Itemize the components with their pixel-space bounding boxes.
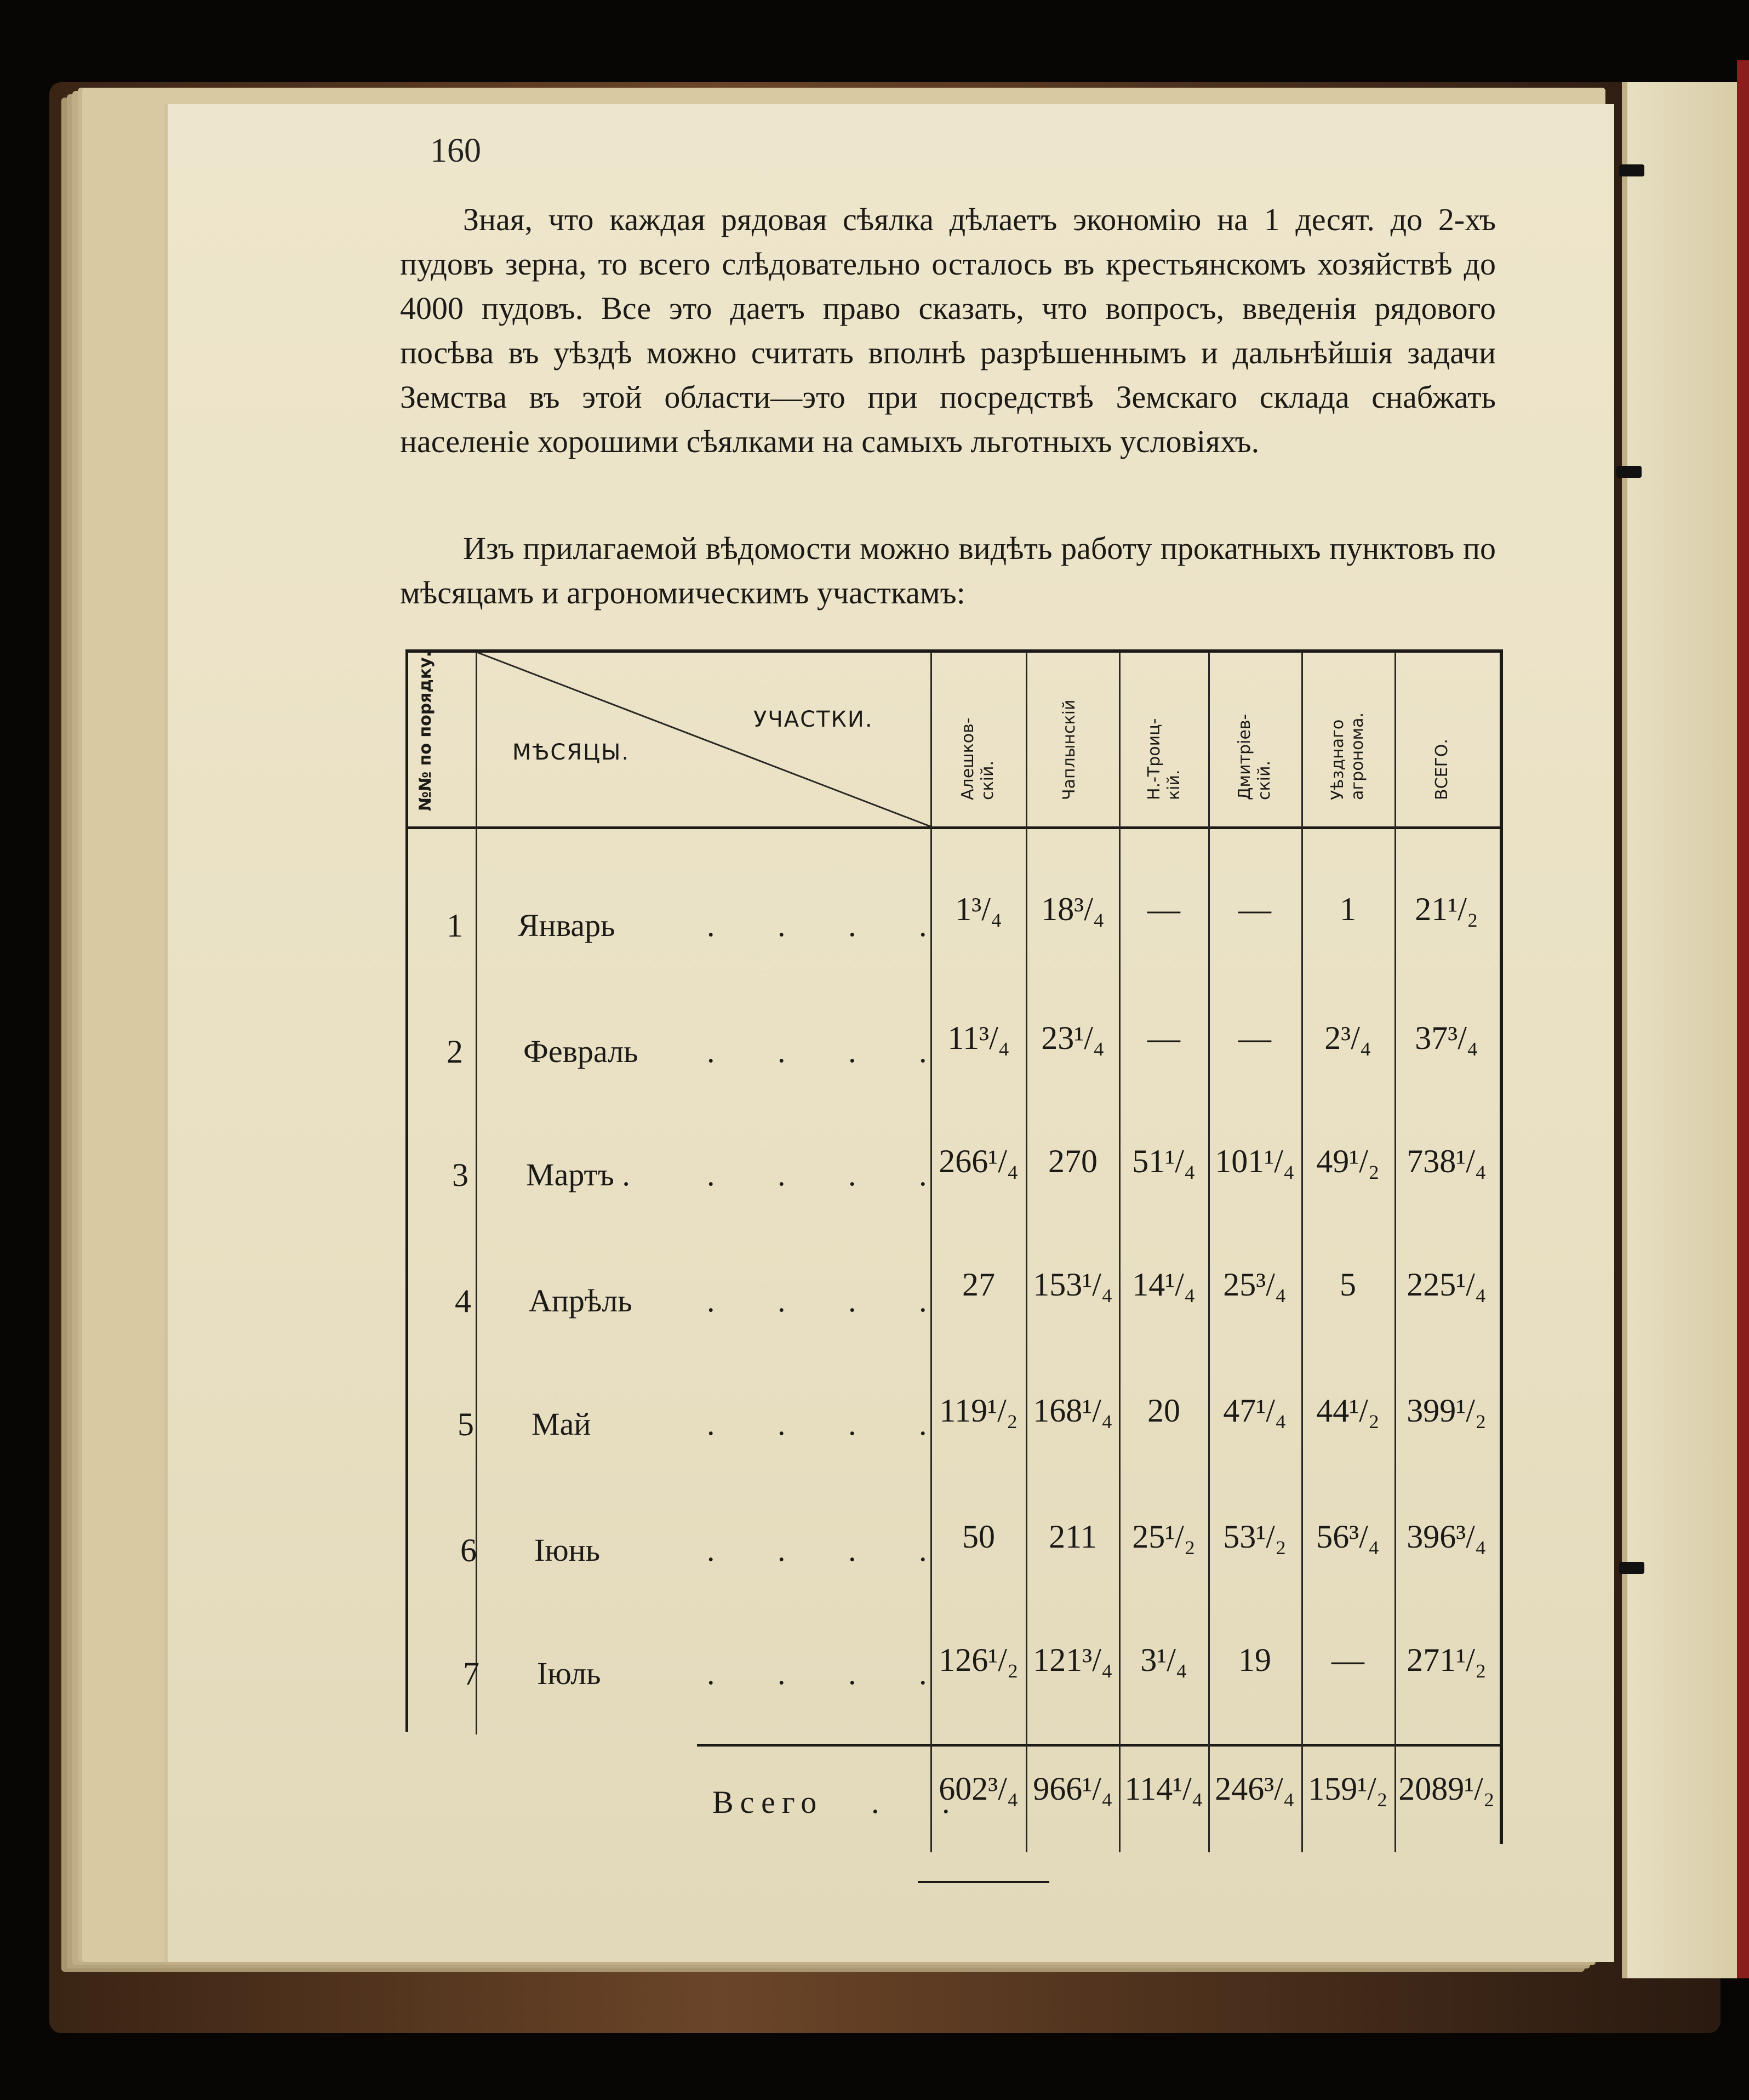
cell-ntroitsk: 3¹/₄ (1140, 1642, 1187, 1678)
header-col-agronom-line2: агронома. (1348, 712, 1367, 800)
total-label: Всего (712, 1784, 824, 1820)
header-months-label: МѢСЯЦЫ. (512, 740, 630, 765)
header-col-agronom-line1: Уѣзднаго (1328, 719, 1347, 800)
closing-rule (918, 1881, 1049, 1883)
cell-chaplynka: 153¹/₄ (1033, 1266, 1113, 1303)
page-clip (1619, 1562, 1644, 1574)
cell-agronom: 44¹/₂ (1316, 1393, 1380, 1429)
cell-agronom: 49¹/₂ (1316, 1143, 1380, 1179)
cell-ntroitsk: 25¹/₂ (1132, 1519, 1196, 1555)
row-number: 3 (452, 1157, 468, 1193)
right-page-edge (1622, 82, 1749, 1978)
cell-total: 225¹/₄ (1407, 1266, 1487, 1303)
cell-total: 21¹/₂ (1415, 891, 1478, 927)
col-divider (1394, 652, 1396, 1852)
cell-aleshki: 27 (962, 1266, 995, 1303)
row-number: 4 (455, 1283, 471, 1319)
row-month: Апрѣль (529, 1283, 632, 1319)
cell-total: 271¹/₂ (1407, 1642, 1487, 1678)
book-edge-red (1737, 60, 1749, 1978)
page-clip (1619, 164, 1644, 176)
paragraph-2: Изъ прилагаемой вѣдомости можно видѣть работу прокатныхъ пунктовъ по мѣсяцамъ и агрономическимъ участкамъ: (400, 530, 1496, 610)
cell-chaplynka: 168¹/₄ (1033, 1393, 1113, 1429)
row-dots: . . . . (707, 1406, 954, 1442)
row-month: Февраль (523, 1034, 638, 1069)
cell-agronom: 56³/₄ (1316, 1519, 1380, 1555)
row-dots: . . . . (707, 1157, 954, 1192)
cell-dmitrievka: 47¹/₄ (1223, 1393, 1287, 1429)
cell-aleshki: 266¹/₄ (939, 1143, 1019, 1179)
row-dots: . . . . (707, 1283, 954, 1319)
total-ntroitsk: 114¹/₄ (1124, 1771, 1203, 1807)
cell-chaplynka: 23¹/₄ (1041, 1020, 1105, 1056)
total-chaplynka: 966¹/₄ (1033, 1771, 1113, 1807)
total-dots: . . (871, 1784, 978, 1820)
header-col-dmitrievka-line1: Дмитріев- (1235, 714, 1254, 800)
row-month: Январь (518, 908, 615, 943)
total-agronom: 159¹/₂ (1308, 1771, 1388, 1807)
row-number: 7 (463, 1656, 479, 1692)
cell-total: 37³/₄ (1415, 1020, 1478, 1056)
cell-ntroitsk: — (1147, 1020, 1180, 1056)
total-rule (697, 1744, 1502, 1747)
total-dmitrievka: 246³/₄ (1215, 1771, 1295, 1807)
cell-chaplynka: 211 (1049, 1519, 1097, 1555)
cell-ntroitsk: 20 (1147, 1393, 1180, 1429)
cell-aleshki: 50 (962, 1519, 995, 1555)
header-col-total: ВСЕГО. (1432, 739, 1451, 800)
cell-aleshki: 1³/₄ (955, 891, 1002, 927)
row-dots: . . . . (707, 1034, 954, 1069)
cell-agronom: 1 (1340, 891, 1356, 927)
row-number: 1 (447, 908, 463, 944)
cell-chaplynka: 121³/₄ (1033, 1642, 1113, 1678)
header-col-aleshki-line1: Алешков- (958, 717, 978, 800)
total-total: 2089¹/₂ (1398, 1771, 1495, 1807)
row-number: 2 (447, 1034, 463, 1070)
row-dots: . . . . (707, 908, 954, 943)
row-month: Іюнь (534, 1532, 601, 1568)
cell-aleshki: 126¹/₂ (939, 1642, 1019, 1678)
row-number: 6 (460, 1532, 477, 1568)
cell-ntroitsk: 51¹/₄ (1132, 1143, 1196, 1179)
cell-dmitrievka: 25³/₄ (1223, 1266, 1287, 1303)
cell-ntroitsk: — (1147, 891, 1180, 927)
cell-dmitrievka: 53¹/₂ (1223, 1519, 1287, 1555)
header-col-aleshki-line2: скій. (978, 761, 997, 800)
cell-dmitrievka: 19 (1238, 1642, 1271, 1678)
cell-dmitrievka: 101¹/₄ (1215, 1143, 1295, 1179)
header-col-dmitrievka-line2: скій. (1255, 761, 1274, 800)
cell-agronom: 2³/₄ (1324, 1020, 1371, 1056)
row-month: Мартъ . (526, 1157, 630, 1192)
header-number-column: №№ по порядку. (416, 650, 435, 811)
header-col-ntroitsk-line1: Н.-Троиц- (1145, 718, 1164, 800)
cell-agronom: — (1331, 1642, 1364, 1678)
col-divider (1119, 652, 1121, 1852)
page-clip (1616, 466, 1642, 478)
row-dots: . . . . (707, 1532, 954, 1568)
header-districts-label: УЧАСТКИ. (753, 707, 873, 732)
col-divider (1301, 652, 1303, 1852)
cell-dmitrievka: — (1238, 891, 1271, 927)
header-col-chaplynka: Чаплынскій (1060, 699, 1079, 800)
cell-dmitrievka: — (1238, 1020, 1271, 1056)
cell-chaplynka: 270 (1048, 1143, 1098, 1179)
header-col-ntroitsk-line2: кій. (1164, 769, 1184, 800)
cell-aleshki: 119¹/₂ (939, 1393, 1018, 1429)
row-number: 5 (458, 1406, 474, 1442)
cell-chaplynka: 18³/₄ (1041, 891, 1105, 927)
cell-agronom: 5 (1340, 1266, 1356, 1303)
row-month: Іюль (537, 1656, 601, 1691)
paragraph-1: Зная, что каждая рядовая сѣялка дѣлаетъ экономію на 1 десят. до 2-хъ пудовъ зерна, то всего слѣдовательно осталось въ крестьянскомъ хозяйствѣ до 4000 пудовъ. Все это даетъ право сказать, что вопросъ, введенія рядового посѣва въ уѣздѣ можно считать вполнѣ разрѣшеннымъ и дальнѣйшія задачи Земства въ этой области—это при посредствѣ Земскаго склада снабжать населеніе хорошими сѣялками на самыхъ льготныхъ условіяхъ. (400, 202, 1496, 459)
row-month: Май (531, 1406, 591, 1442)
cell-ntroitsk: 14¹/₄ (1132, 1266, 1196, 1303)
row-dots: . . . . (707, 1656, 954, 1691)
col-divider (1026, 652, 1027, 1852)
cell-total: 399¹/₂ (1407, 1393, 1487, 1429)
cell-total: 396³/₄ (1407, 1519, 1487, 1555)
cell-total: 738¹/₄ (1407, 1143, 1487, 1179)
total-aleshki: 602³/₄ (939, 1771, 1019, 1807)
col-divider (1208, 652, 1210, 1852)
table-left-rule (405, 649, 408, 1732)
page-number: 160 (430, 132, 481, 169)
cell-aleshki: 11³/₄ (947, 1020, 1010, 1056)
